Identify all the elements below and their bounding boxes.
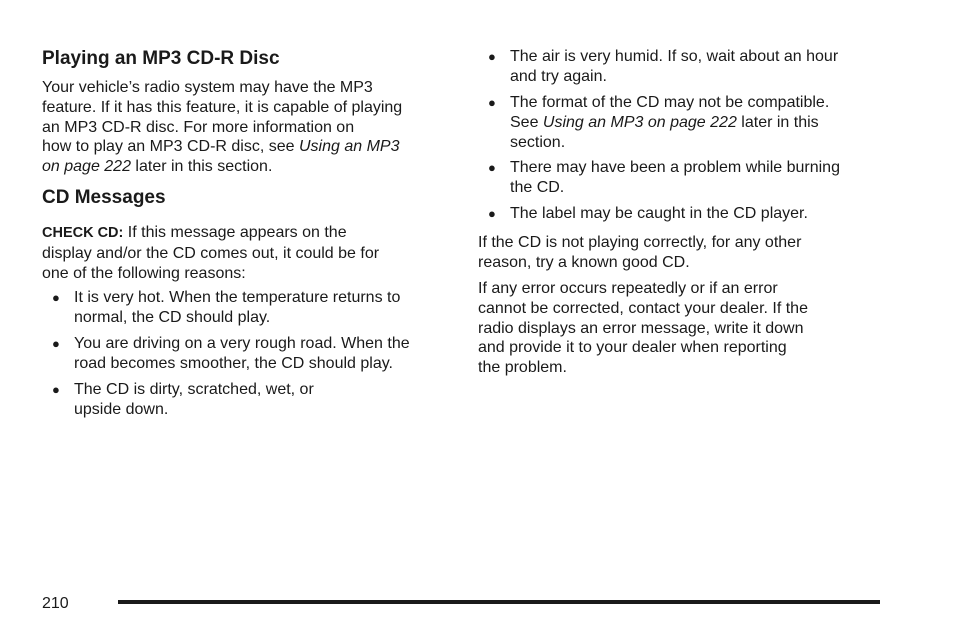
mp3-paragraph-text: Your vehicle’s radio system may have the MP3 feature. If it has this feature, it is capable of playing an MP3 CD-R disc. For more information on how to play an MP3 CD-R disc, see [42,79,403,156]
cd-messages-heading: CD Messages [42,187,166,208]
bullet-2-end: later in this [736,113,819,131]
bullet-2-last: section. [510,133,566,151]
bullet-2-start: The format of the CD may not be compatible. [510,94,830,111]
list-item-text: You are driving on a very rough road. When the road becomes smoother, the CD should play. [74,335,410,372]
list-item-text: The CD is dirty, scratched, wet, or upside down. [74,381,314,418]
mp3-paragraph-end: later in this section. [130,158,273,176]
bullet-2-link: Using an MP3 on page 222 [542,113,737,131]
list-item-text [510,93,890,152]
bullet-dot: ● [488,95,496,110]
mp3-heading: Playing an MP3 CD-R Disc [42,48,280,69]
bullet-2-see: See [510,113,543,131]
list-item-text: There may have been a problem while burning the CD. [510,159,840,196]
mp3-paragraph-link-1: Using an MP3 [299,138,400,156]
check-cd-label: CHECK CD: [42,225,124,241]
mp3-paragraph-link-2: on page 222 [42,158,131,176]
bullet-dot: ● [488,206,496,221]
check-cd-paragraph [42,223,462,283]
footer-rule [118,600,880,604]
list-item-text: It is very hot. When the temperature returns to normal, the CD should play. [74,289,401,326]
mp3-paragraph [42,78,462,177]
check-cd-text: If this message appears on the [123,224,347,241]
bullet-dot: ● [52,336,60,351]
error-paragraph: If any error occurs repeatedly or if an error cannot be corrected, contact your dealer. If the radio displays an error message, write it down and provide it to your dealer when reporting the problem. [478,280,808,377]
check-cd-lines: display and/or the CD comes out, it could be for one of the following reasons: [42,244,380,282]
list-item-text: The air is very humid. If so, wait about an hour and try again. [510,48,839,85]
bullet-dot: ● [488,160,496,175]
page-number: 210 [42,595,69,612]
list-item-text: The label may be caught in the CD player. [510,205,808,222]
bullet-dot: ● [52,382,60,397]
bullet-dot: ● [52,290,60,305]
not-playing-paragraph: If the CD is not playing correctly, for any other reason, try a known good CD. [478,234,802,271]
bullet-dot: ● [488,49,496,64]
